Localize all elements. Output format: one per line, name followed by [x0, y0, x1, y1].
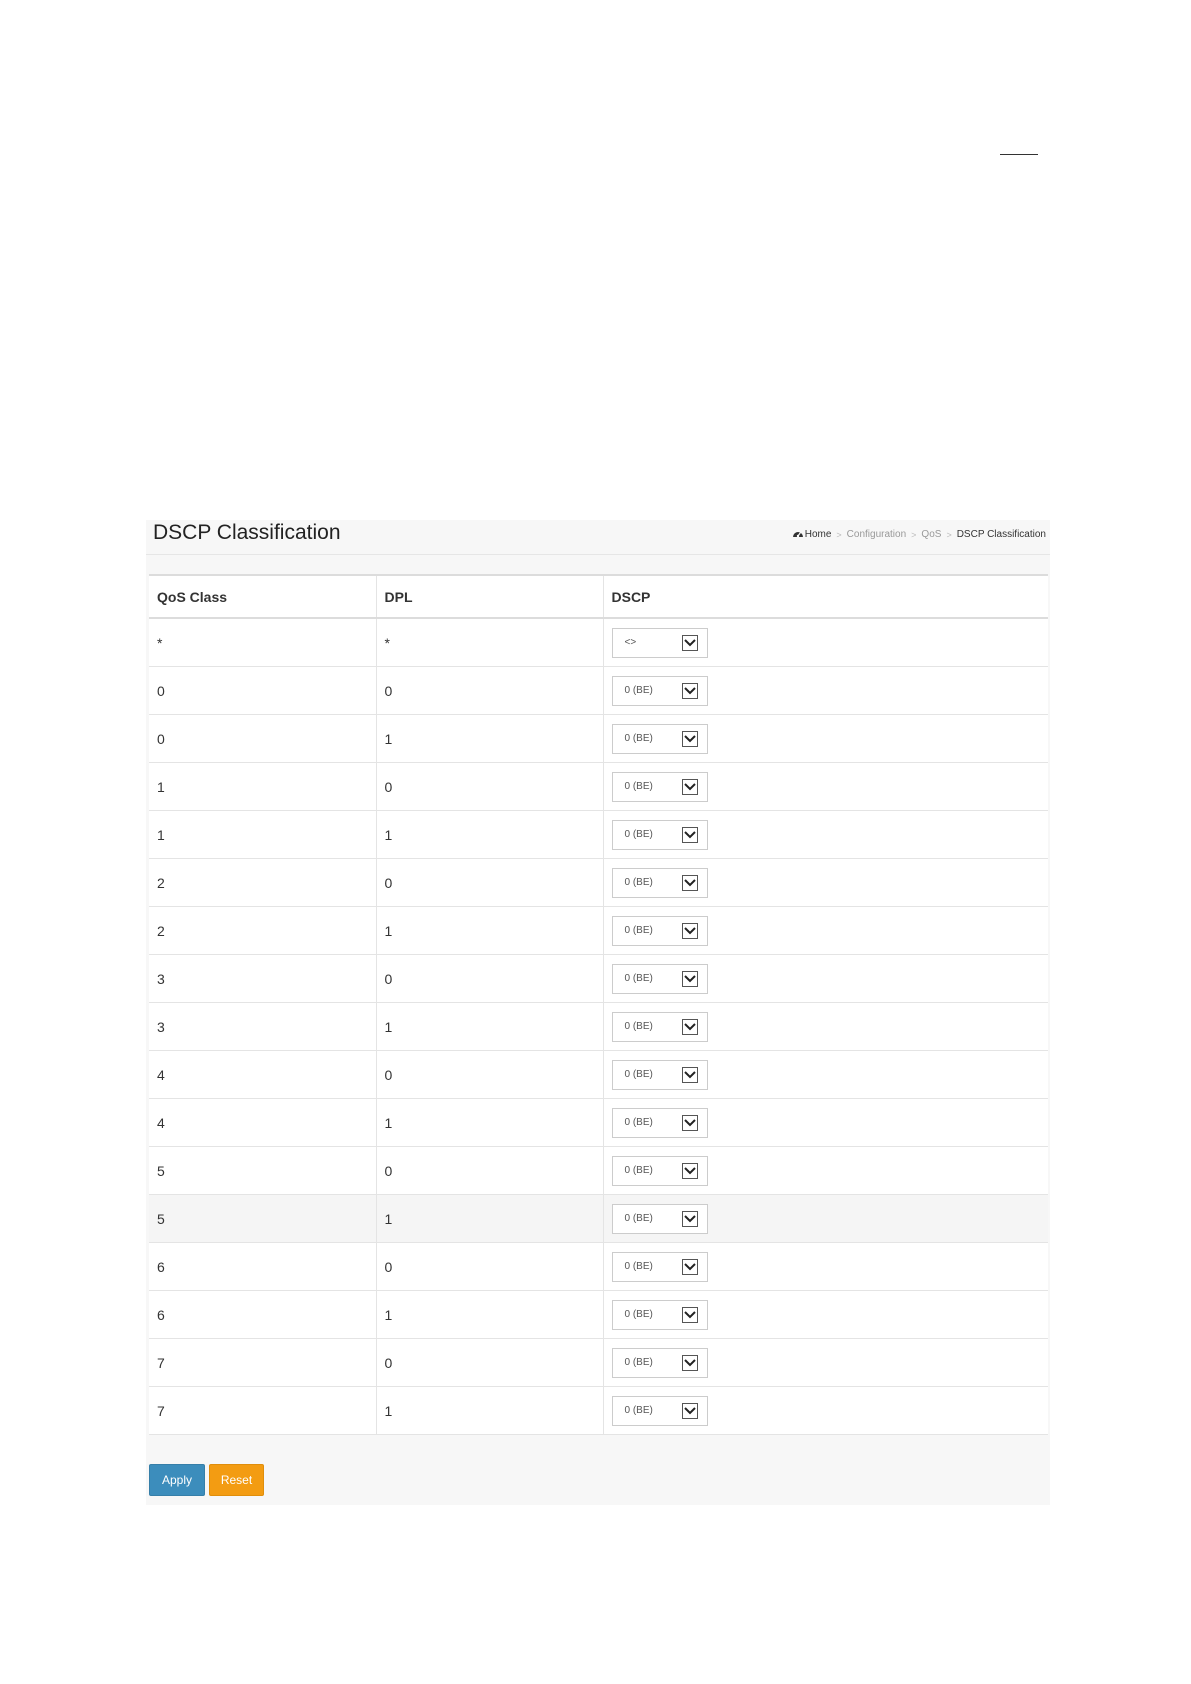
chevron-down-icon[interactable] [682, 971, 698, 987]
dscp-select-value: 0 (BE) [624, 1261, 653, 1272]
dscp-select[interactable] [612, 1300, 708, 1330]
dpl-cell: 0 [376, 1339, 603, 1387]
table-row [149, 1051, 1048, 1099]
dscp-cell [603, 907, 1048, 955]
dscp-cell [603, 1099, 1048, 1147]
breadcrumb-separator: > [836, 529, 842, 540]
apply-button[interactable]: Apply [149, 1464, 205, 1496]
dscp-select[interactable] [612, 868, 708, 898]
qos-class-cell: 1 [149, 763, 376, 811]
dscp-cell [603, 811, 1048, 859]
dscp-cell [603, 1243, 1048, 1291]
page-header [146, 520, 1050, 555]
table-header-row [149, 575, 1048, 618]
column-header-dpl: DPL [376, 575, 603, 618]
table-row [149, 1339, 1048, 1387]
qos-class-cell: 5 [149, 1147, 376, 1195]
dscp-cell [603, 1051, 1048, 1099]
corner-rule [1000, 154, 1038, 155]
table-row [149, 618, 1048, 667]
table-row [149, 763, 1048, 811]
dscp-select[interactable] [612, 724, 708, 754]
dscp-classification-table [149, 574, 1048, 1435]
table-row [149, 1147, 1048, 1195]
dscp-select-value: 0 (BE) [624, 1021, 653, 1032]
dscp-select[interactable] [612, 1348, 708, 1378]
chevron-down-icon[interactable] [682, 827, 698, 843]
dscp-select-value: 0 (BE) [624, 925, 653, 936]
breadcrumb-configuration[interactable]: Configuration [846, 529, 907, 540]
qos-class-cell: 0 [149, 715, 376, 763]
dscp-select-value: 0 (BE) [624, 1117, 653, 1128]
dpl-cell: 0 [376, 955, 603, 1003]
dscp-select[interactable] [612, 1108, 708, 1138]
dscp-select[interactable] [612, 628, 708, 658]
breadcrumb-separator: > [911, 529, 917, 540]
table-row [149, 1387, 1048, 1435]
qos-class-cell: 3 [149, 955, 376, 1003]
chevron-down-icon[interactable] [682, 875, 698, 891]
table-row [149, 907, 1048, 955]
qos-class-cell: 1 [149, 811, 376, 859]
chevron-down-icon[interactable] [682, 1403, 698, 1419]
column-header-qos-class: QoS Class [149, 575, 376, 618]
dscp-select-value: 0 (BE) [624, 1405, 653, 1416]
chevron-down-icon[interactable] [682, 1115, 698, 1131]
qos-class-cell: 2 [149, 859, 376, 907]
dscp-cell [603, 715, 1048, 763]
dscp-select-value: 0 (BE) [624, 1309, 653, 1320]
page-title: DSCP Classification [153, 521, 341, 544]
qos-class-cell: 0 [149, 667, 376, 715]
dscp-select[interactable] [612, 964, 708, 994]
dscp-select-value: 0 (BE) [624, 733, 653, 744]
chevron-down-icon[interactable] [682, 1307, 698, 1323]
table-row [149, 1243, 1048, 1291]
dscp-select[interactable] [612, 1156, 708, 1186]
dscp-select-value: 0 (BE) [624, 1069, 653, 1080]
dscp-cell [603, 1195, 1048, 1243]
breadcrumb [792, 528, 1046, 541]
column-header-dscp: DSCP [603, 575, 1048, 618]
table-row [149, 1003, 1048, 1051]
qos-class-cell: * [149, 618, 376, 667]
dscp-select[interactable] [612, 820, 708, 850]
table-row [149, 811, 1048, 859]
dscp-select-value: 0 (BE) [624, 1165, 653, 1176]
breadcrumb-home[interactable]: Home [804, 529, 832, 540]
dscp-cell [603, 618, 1048, 667]
button-bar [149, 1464, 264, 1496]
dscp-cell [603, 1291, 1048, 1339]
dscp-select-value: <> [624, 637, 637, 648]
dpl-cell: * [376, 618, 603, 667]
table-row [149, 1291, 1048, 1339]
dpl-cell: 1 [376, 1003, 603, 1051]
dscp-cell [603, 763, 1048, 811]
dscp-select-value: 0 (BE) [624, 973, 653, 984]
dscp-select-value: 0 (BE) [624, 1213, 653, 1224]
chevron-down-icon[interactable] [682, 1067, 698, 1083]
breadcrumb-separator: > [946, 529, 952, 540]
table-row [149, 715, 1048, 763]
qos-class-cell: 7 [149, 1387, 376, 1435]
dpl-cell: 1 [376, 1099, 603, 1147]
dscp-cell [603, 1147, 1048, 1195]
dscp-select[interactable] [612, 1204, 708, 1234]
qos-class-cell: 6 [149, 1291, 376, 1339]
dscp-select[interactable] [612, 1252, 708, 1282]
dscp-cell [603, 1339, 1048, 1387]
chevron-down-icon[interactable] [682, 1211, 698, 1227]
dpl-cell: 1 [376, 907, 603, 955]
dscp-select[interactable] [612, 916, 708, 946]
chevron-down-icon[interactable] [682, 1163, 698, 1179]
table-row [149, 667, 1048, 715]
qos-class-cell: 6 [149, 1243, 376, 1291]
table-row [149, 955, 1048, 1003]
reset-button[interactable]: Reset [209, 1464, 264, 1496]
table-row [149, 1195, 1048, 1243]
dscp-select[interactable] [612, 772, 708, 802]
dpl-cell: 1 [376, 715, 603, 763]
dscp-select[interactable] [612, 1060, 708, 1090]
dscp-cell [603, 1003, 1048, 1051]
dpl-cell: 0 [376, 1243, 603, 1291]
chevron-down-icon[interactable] [682, 1355, 698, 1371]
dpl-cell: 0 [376, 667, 603, 715]
qos-class-cell: 7 [149, 1339, 376, 1387]
qos-class-cell: 4 [149, 1099, 376, 1147]
chevron-down-icon[interactable] [682, 923, 698, 939]
dpl-cell: 1 [376, 1387, 603, 1435]
chevron-down-icon[interactable] [682, 779, 698, 795]
breadcrumb-current: DSCP Classification [956, 529, 1046, 540]
dscp-cell [603, 859, 1048, 907]
dscp-select-value: 0 (BE) [624, 781, 653, 792]
dscp-select[interactable] [612, 676, 708, 706]
breadcrumb-qos[interactable]: QoS [921, 529, 942, 540]
content-panel [146, 520, 1050, 1505]
dashboard-icon [792, 528, 804, 541]
qos-class-cell: 4 [149, 1051, 376, 1099]
dscp-select[interactable] [612, 1396, 708, 1426]
table-row [149, 859, 1048, 907]
dscp-select-value: 0 (BE) [624, 829, 653, 840]
dpl-cell: 1 [376, 1195, 603, 1243]
dpl-cell: 0 [376, 763, 603, 811]
dscp-cell [603, 1387, 1048, 1435]
table-row [149, 1099, 1048, 1147]
dscp-cell [603, 955, 1048, 1003]
chevron-down-icon[interactable] [682, 683, 698, 699]
dpl-cell: 0 [376, 1147, 603, 1195]
dpl-cell: 0 [376, 859, 603, 907]
chevron-down-icon[interactable] [682, 635, 698, 651]
dscp-select[interactable] [612, 1012, 708, 1042]
chevron-down-icon[interactable] [682, 1019, 698, 1035]
dscp-select-value: 0 (BE) [624, 685, 653, 696]
dpl-cell: 1 [376, 1291, 603, 1339]
qos-class-cell: 3 [149, 1003, 376, 1051]
qos-class-cell: 5 [149, 1195, 376, 1243]
qos-class-cell: 2 [149, 907, 376, 955]
dpl-cell: 0 [376, 1051, 603, 1099]
chevron-down-icon[interactable] [682, 1259, 698, 1275]
dscp-select-value: 0 (BE) [624, 1357, 653, 1368]
dscp-cell [603, 667, 1048, 715]
chevron-down-icon[interactable] [682, 731, 698, 747]
dpl-cell: 1 [376, 811, 603, 859]
dscp-select-value: 0 (BE) [624, 877, 653, 888]
